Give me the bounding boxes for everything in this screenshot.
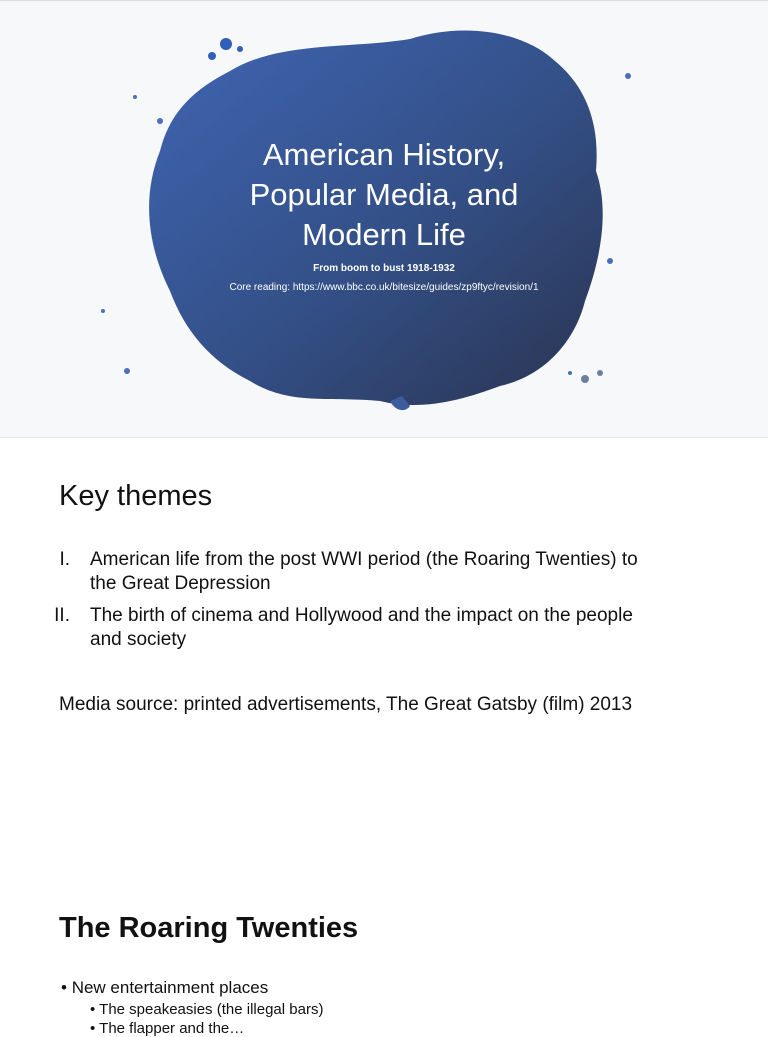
- sub-bullet-text: The flapper and the…: [99, 1020, 245, 1037]
- themes-list: [40, 548, 720, 660]
- splash-dot: [157, 118, 163, 124]
- splash-dot: [124, 368, 130, 374]
- key-themes-heading: Key themes: [59, 480, 213, 512]
- roaring-twenties-slide: [0, 900, 768, 1037]
- splash-dot: [625, 73, 631, 79]
- list-item: [40, 604, 720, 652]
- theme-text-line: and society: [90, 629, 187, 650]
- title-block: [160, 135, 608, 293]
- key-themes-slide: [0, 456, 768, 876]
- sub-bullet-item: • The flapper and the…: [90, 1020, 245, 1037]
- sub-bullet-item: • The speakeasies (the illegal bars): [90, 1001, 324, 1018]
- title-slide: [0, 0, 768, 438]
- slide-subtitle: From boom to bust 1918-1932: [313, 263, 455, 274]
- bullet-item: • New entertainment places: [61, 978, 269, 997]
- media-source-text: Media source: printed advertisements, The Great Gatsby (film) 2013: [59, 694, 633, 715]
- list-item: [40, 548, 720, 596]
- splash-dot: [581, 375, 589, 383]
- theme-text-line: the Great Depression: [90, 573, 271, 594]
- splash-dot: [220, 38, 232, 50]
- splash-dot: [208, 52, 216, 60]
- theme-text-line: The birth of cinema and Hollywood and the impact on the people: [90, 605, 633, 626]
- slide-title-line-2: Popular Media, and: [249, 177, 519, 212]
- splash-dot: [597, 370, 603, 376]
- splash-dot: [237, 46, 243, 52]
- list-numeral: I.: [59, 549, 70, 570]
- core-reading-link[interactable]: Core reading: https://www.bbc.co.uk/bitesize/guides/zp9ftyc/revision/1: [229, 282, 539, 293]
- slide-title-line-1: American History,: [262, 137, 506, 172]
- splash-dot: [568, 371, 572, 375]
- sub-bullet-text: The speakeasies (the illegal bars): [99, 1001, 324, 1018]
- splash-dot: [101, 309, 105, 313]
- theme-text-line: American life from the post WWI period (the Roaring Twenties) to: [90, 549, 638, 570]
- list-numeral: II.: [54, 605, 70, 626]
- roaring-twenties-heading: The Roaring Twenties: [59, 912, 359, 944]
- slide-title-line-3: Modern Life: [302, 217, 466, 252]
- splash-dot: [133, 95, 137, 99]
- bullet-text: New entertainment places: [71, 978, 269, 997]
